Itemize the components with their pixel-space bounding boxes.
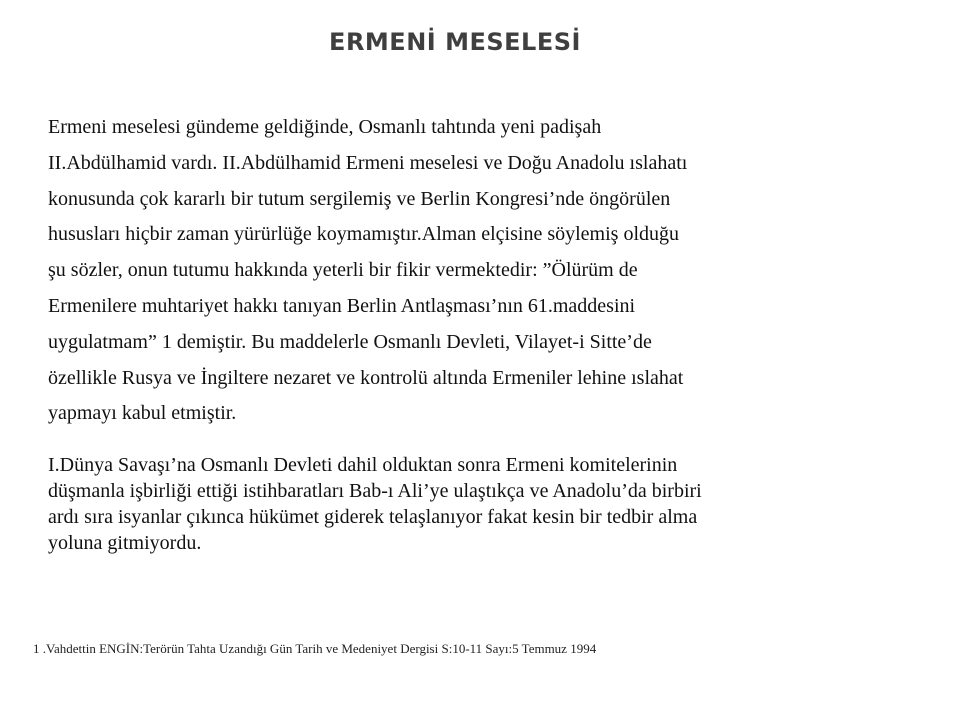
paragraph-line: II.Abdülhamid vardı. II.Abdülhamid Ermeni meselesi ve Doğu Anadolu ıslahatı	[48, 151, 688, 174]
paragraph-line: düşmanla işbirliği ettiği istihbaratları Bab-ı Ali’ye ulaştıkça ve Anadolu’da birbiri	[48, 480, 702, 502]
paragraph-line: ardı sıra isyanlar çıkınca hükümet giderek telaşlanıyor fakat kesin bir tedbir alma	[48, 506, 698, 528]
slide-title: ERMENİ MESELESİ	[329, 28, 581, 56]
paragraph-1	[48, 110, 928, 432]
paragraph-line: şu sözler, onun tutumu hakkında yeterli bir fikir vermektedir: ”Ölürüm de	[48, 259, 638, 282]
paragraph-line: I.Dünya Savaşı’na Osmanlı Devleti dahil olduktan sonra Ermeni komitelerinin	[48, 454, 678, 476]
paragraph-line: özellikle Rusya ve İngiltere nezaret ve kontrolü altında Ermeniler lehine ıslahat	[48, 366, 684, 389]
paragraph-line: yapmayı kabul etmiştir.	[48, 402, 237, 425]
paragraph-line: konusunda çok kararlı bir tutum sergilemiş ve Berlin Kongresi’nde öngörülen	[48, 187, 671, 210]
paragraph-line: Ermenilere muhtariyet hakkı tanıyan Berlin Antlaşması’nın 61.maddesini	[48, 294, 636, 317]
paragraph-2	[48, 452, 928, 556]
paragraph-line: hususları hiçbir zaman yürürlüğe koymamıştır.Alman elçisine söylemiş olduğu	[48, 223, 679, 246]
paragraph-line: uygulatmam” 1 demiştir. Bu maddelerle Osmanlı Devleti, Vilayet-i Sitte’de	[48, 330, 652, 353]
paragraph-line: yoluna gitmiyordu.	[48, 532, 202, 554]
footnote: 1 .Vahdettin ENGİN:Terörün Tahta Uzandığı Gün Tarih ve Medeniyet Dergisi S:10-11 Sayı:5 Temmuz 1994	[33, 641, 597, 656]
paragraph-line: Ermeni meselesi gündeme geldiğinde, Osmanlı tahtında yeni padişah	[48, 116, 602, 138]
